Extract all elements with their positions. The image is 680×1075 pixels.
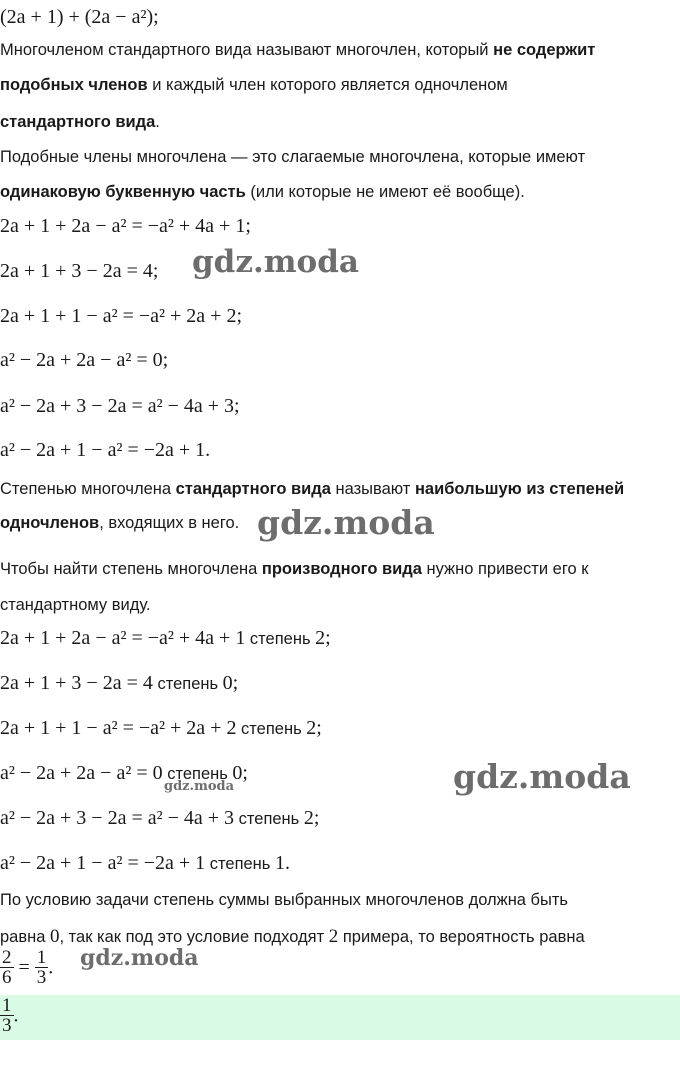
definition-line-1: Многочленом стандартного вида называют многочлен, который не содержит <box>0 41 596 59</box>
degree-line-3: 2a + 1 + 1 − a² = −a² + 2a + 2 степень 2; <box>0 717 322 739</box>
math-line-5: a² − 2a + 3 − 2a = a² − 4a + 3; <box>0 395 240 417</box>
degree-definition-line-2: одночленов, входящих в него. <box>0 514 240 532</box>
degree-line-2: 2a + 1 + 3 − 2a = 4 степень 0; <box>0 672 239 694</box>
answer-line: $\frac{1}{3}$ . <box>2 995 19 1036</box>
degree-line-6: a² − 2a + 1 − a² = −2a + 1 степень 1. <box>0 852 290 874</box>
watermark-logo: gdz.moda <box>453 757 631 796</box>
fraction-two-sixths: $\frac{2}{6}$ <box>2 947 12 988</box>
similar-terms-line-2: одинаковую буквенную часть (или которые не имеют её вообще). <box>0 183 525 201</box>
math-line-6: a² − 2a + 1 − a² = −2a + 1. <box>0 439 211 461</box>
math-line-1: 2a + 1 + 2a − a² = −a² + 4a + 1; <box>0 215 251 237</box>
method-line-1: Чтобы найти степень многочлена производного вида нужно привести его к <box>0 560 589 578</box>
definition-line-2: подобных членов и каждый член которого является одночленом <box>0 76 508 94</box>
degree-definition-line-1: Степенью многочлена стандартного вида называют наибольшую из степеней <box>0 480 625 498</box>
definition-line-3: стандартного вида. <box>0 113 160 131</box>
degree-line-5: a² − 2a + 3 − 2a = a² − 4a + 3 степень 2; <box>0 807 320 829</box>
similar-terms-line-1: Подобные члены многочлена — это слагаемые многочлена, которые имеют <box>0 148 586 166</box>
math-line-3: 2a + 1 + 1 − a² = −a² + 2a + 2; <box>0 305 243 327</box>
watermark-logo: gdz.moda <box>80 945 199 971</box>
math-line-4: a² − 2a + 2a − a² = 0; <box>0 349 169 371</box>
fraction-one-third: $\frac{1}{3}$ <box>36 947 47 988</box>
watermark-logo: gdz.moda <box>192 244 359 280</box>
expression-line: (2a + 1) + (2a − a²); <box>0 6 159 28</box>
watermark-logo: gdz.moda <box>164 779 235 794</box>
answer-highlight <box>0 995 680 1040</box>
conclusion-line-1: По условию задачи степень суммы выбранных многочленов должна быть <box>0 891 569 909</box>
degree-line-1: 2a + 1 + 2a − a² = −a² + 4a + 1 степень 2; <box>0 627 331 649</box>
watermark-logo: gdz.moda <box>257 503 435 542</box>
degree-line-4: a² − 2a + 2a − a² = 0 степень 0; <box>0 762 248 784</box>
probability-fractions: $\frac{2}{6}$ = $\frac{1}{3}$ . <box>2 947 54 988</box>
math-line-2: 2a + 1 + 3 − 2a = 4; <box>0 260 159 282</box>
method-line-2: стандартному виду. <box>0 596 151 614</box>
answer-fraction: $\frac{1}{3}$ <box>2 995 12 1036</box>
conclusion-line-2: равна 0, так как под это условие подходят 2 примера, то вероятность равна <box>0 926 585 947</box>
